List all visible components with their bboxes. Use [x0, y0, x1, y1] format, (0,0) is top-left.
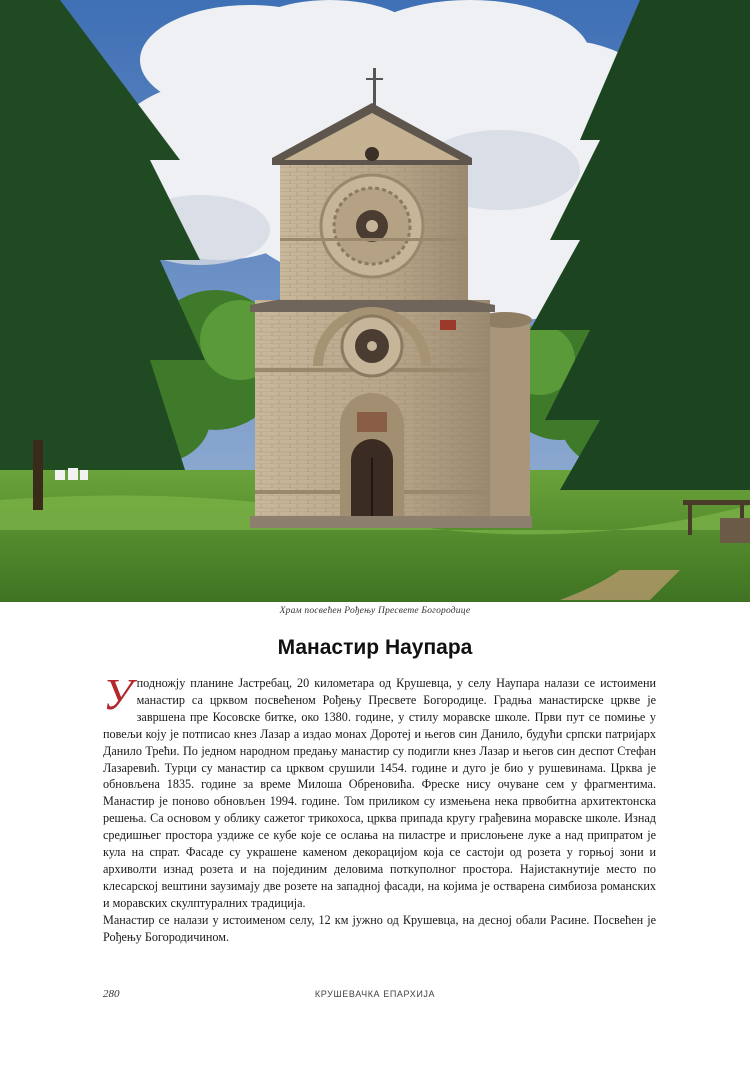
article-title: Манастир Наупара	[277, 636, 473, 659]
drop-cap: У	[103, 670, 133, 719]
page-number: 280	[103, 988, 120, 1000]
photo-caption: Храм посвећен Рођењу Пресвете Богородице	[279, 606, 471, 616]
article-body	[103, 670, 656, 946]
paragraph-1-text: подножју планине Јастребац, 20 километара од Крушевца, у селу Наупара налази се истоимени манастир са црквом посвећеном Рођењу Пресвете Богородице. Градња манастирске цркве је завршена пре Косовске битке, око 1380. године, у стилу моравске школе. Први пут се помиње у повељи коју је потписао кнез Лазар а издао монах Доротеј и његов син Данило, будући српски патријарх Данило Трећи. По једном народном предању манастир су подигли кнез Лазар и његов син деспот Стефан Лазаревић. Турци су манастир са црквом срушили 1454. године и дуго је био у рушевинама. Црква је обновљена 1835. године за време Милоша Обреновића. Фреске нису очуване сем у фрагментима. Манастир је поново обновљен 1994. године. Том приликом су измењена нека првобитна архитектонска решења. Са основом у облику сажетог трикохоса, црква припада кругу грађевина моравске школе. Изнад средишњег простора уздиже се кубе које се ослања на пиластре и прислоњене луке а над припратом је кула на спрат. Фасаде су украшене каменом декорацијом која се састоји од розета у горњој зони и архиволти изнад розета и на појединим деловима поткуполног простора. Најистакнутије место по клесарској вештини заузимају две розете на западној фасади, на којима је остварена симбиоза романских и моравских скулптуралних традиција.	[103, 676, 656, 910]
running-head: КРУШЕВАЧКА ЕПАРХИЈА	[314, 989, 436, 999]
paragraph-2: Манастир се налази у истоименом селу, 12 км јужно од Крушевца, на десној обали Расине. Посвећен је Рођењу Богородичином.	[103, 912, 656, 944]
paragraph-1	[103, 670, 656, 912]
